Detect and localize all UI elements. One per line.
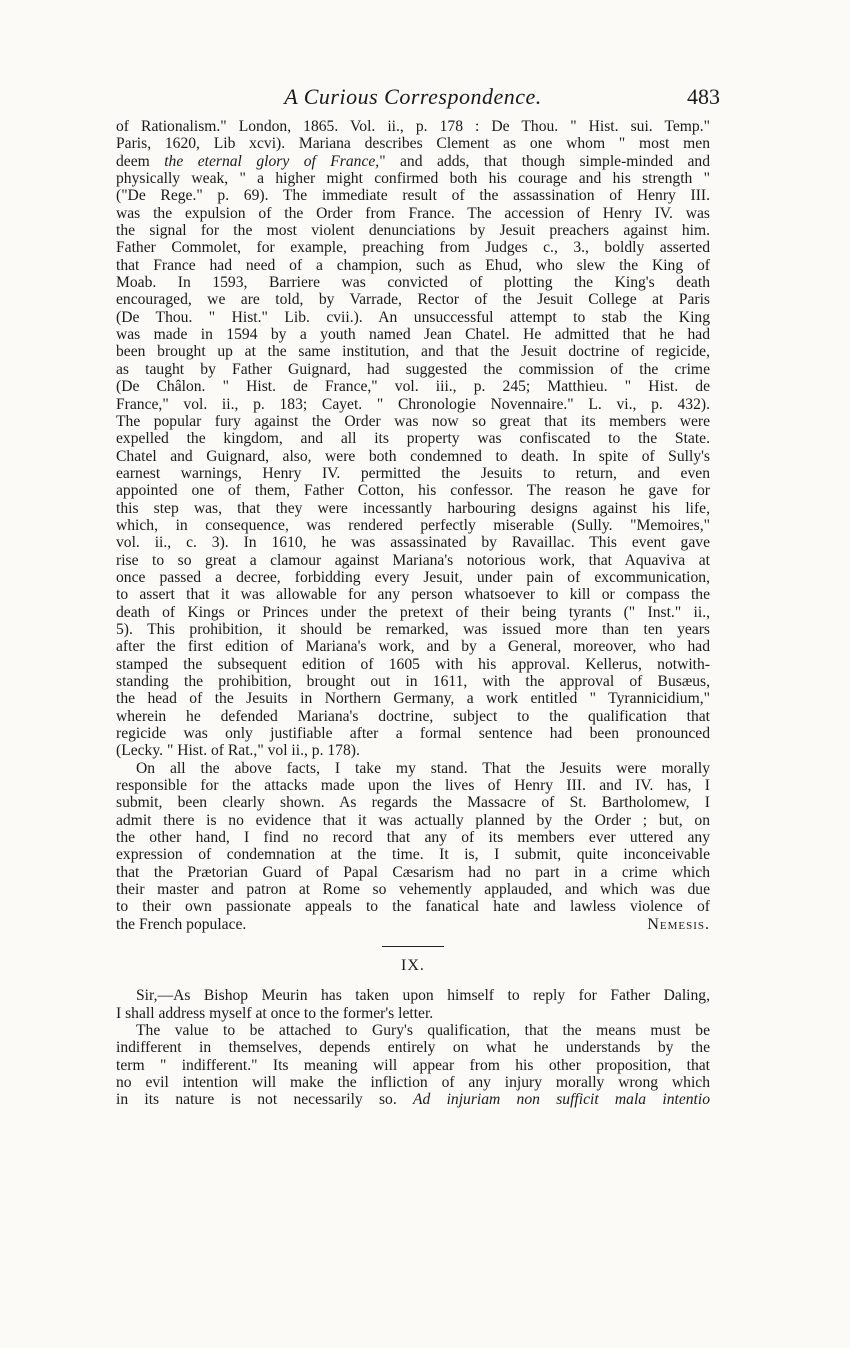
text-line: was the expulsion of the Order from France. The accession of Henry IV. was	[116, 204, 710, 222]
text-line: Chatel and Guignard, also, were both condemned to death. In spite of Sully's	[116, 447, 710, 465]
text-line: admit there is no evidence that it was actually planned by the Order ; but, on	[116, 811, 710, 829]
text-line: the French populace.	[116, 915, 247, 933]
text-line: after the first edition of Mariana's work, and by a General, moreover, who had	[116, 638, 710, 656]
text-line: On all the above facts, I take my stand. That the Jesuits were morally	[136, 759, 710, 777]
text-line: standing the prohibition, brought out in 1611, with the approval of Busæus,	[116, 673, 710, 690]
text-line: as taught by Father Guignard, had suggested the commission of the crime	[116, 360, 710, 378]
text-line: the head of the Jesuits in Northern Germany, a work entitled " Tyrannicidium,"	[116, 690, 710, 708]
text-line: to assert that it was allowable for any person whatsoever to kill or compass the	[116, 586, 710, 604]
signature: Nemesis.	[647, 916, 710, 934]
section-number: IX.	[401, 957, 425, 975]
text-line: deem the eternal glory of France," and adds, that though simple-minded and	[116, 152, 710, 170]
text-line: ("De Rege." p. 69). The immediate result of the assassination of Henry III.	[116, 187, 710, 205]
page	[116, 84, 720, 1109]
text-line: appointed one of them, Father Cotton, his confessor. The reason he gave for	[116, 482, 710, 500]
text-line: this step was, that they were incessantly harbouring designs against his life,	[116, 499, 710, 517]
text-line: which, in consequence, was rendered perfectly miserable (Sully. "Memoires,"	[116, 516, 710, 534]
text-line: no evil intention will make the infliction of any injury morally wrong which	[116, 1073, 710, 1091]
text-line: indifferent in themselves, depends entirely on what he understands by the	[116, 1039, 710, 1057]
text-line: France," vol. ii., p. 183; Cayet. " Chronologie Novennaire." L. vi., p. 432).	[116, 395, 710, 413]
text-line: in its nature is not necessarily so. Ad injuriam non sufficit mala intentio	[116, 1091, 710, 1109]
text-line: responsible for the attacks made upon the lives of Henry III. and IV. has, I	[116, 777, 710, 795]
text-line: (De Thou. " Hist." Lib. cvii.). An unsuccessful attempt to stab the King	[116, 308, 710, 326]
text-line: vol. ii., c. 3). In 1610, he was assassinated by Ravaillac. This event gave	[116, 534, 710, 552]
text-line: (De Châlon. " Hist. de France," vol. iii., p. 245; Matthieu. " Hist. de	[116, 378, 710, 396]
text-line: Moab. In 1593, Barriere was convicted of plotting the King's death	[116, 274, 710, 292]
text-line: 5). This prohibition, it should be remarked, was issued more than ten years	[116, 620, 710, 638]
text-line: that France had need of a champion, such as Ehud, who slew the King of	[116, 256, 710, 274]
page-number: 483	[687, 84, 720, 109]
text-line: Father Commolet, for example, preaching from Judges c., 3., boldly asserted	[116, 239, 710, 257]
paragraph-3	[116, 987, 710, 1022]
text-line: death of Kings or Princes under the pretext of their being tyrants (" Inst." ii.,	[116, 603, 710, 621]
text-line: stamped the subsequent edition of 1605 with his approval. Kellerus, notwith-	[116, 655, 710, 673]
text-line: to their own passionate appeals to the fanatical hate and lawless violence of	[116, 898, 710, 916]
text-line: Paris, 1620, Lib xcvi). Mariana describes Clement as one whom " most men	[116, 135, 710, 153]
paragraph-1	[116, 118, 710, 760]
text-line: once passed a decree, forbidding every Jesuit, under pain of excommunication,	[116, 568, 710, 586]
text-line: term " indifferent." Its meaning will appear from his other proposition, that	[116, 1056, 710, 1074]
text-line: expelled the kingdom, and all its property was confiscated to the State.	[116, 430, 710, 448]
text-line: wherein he defended Mariana's doctrine, subject to the qualification that	[116, 707, 710, 725]
text-line: physically weak, " a higher might confirmed both his courage and his strength "	[116, 170, 710, 188]
paragraph-2	[116, 760, 710, 933]
text-line: (Lecky. " Hist. of Rat.," vol ii., p. 178).	[116, 742, 360, 760]
text-line: was made in 1594 by a youth named Jean Chatel. He admitted that he had	[116, 326, 710, 344]
text-line: the other hand, I find no record that any of its members ever uttered any	[116, 829, 710, 847]
text-line: rise to so great a clamour against Mariana's notorious work, that Aquaviva at	[116, 551, 710, 569]
section-divider	[382, 946, 444, 947]
text-line: expression of condemnation at the time. It is, I submit, quite inconceivable	[116, 846, 710, 864]
text-line: earnest warnings, Henry IV. permitted the Jesuits to return, and even	[116, 464, 710, 482]
text-line: The value to be attached to Gury's qualification, that the means must be	[136, 1021, 710, 1039]
text-line: regicide was only justifiable after a formal sentence had been pronounced	[116, 725, 710, 743]
running-head	[116, 84, 720, 118]
text-line: The popular fury against the Order was now so great that its members were	[116, 412, 710, 430]
text-line: their master and patron at Rome so vehemently applauded, and which was due	[116, 881, 710, 899]
text-line: I shall address myself at once to the former's letter.	[116, 1004, 434, 1022]
text-line: been brought up at the same institution, and that the Jesuit doctrine of regicide,	[116, 343, 710, 361]
text-line: the signal for the most violent denunciations by Jesuit preachers against him.	[116, 222, 710, 240]
text-line: of Rationalism." London, 1865. Vol. ii., p. 178 : De Thou. " Hist. sui. Temp."	[116, 118, 710, 135]
running-title: A Curious Correspondence.	[284, 84, 542, 109]
paragraph-4	[116, 1022, 710, 1109]
text-line: encouraged, we are told, by Varrade, Rector of the Jesuit College at Paris	[116, 291, 710, 309]
text-line: Sir,—As Bishop Meurin has taken upon himself to reply for Father Daling,	[136, 987, 710, 1005]
text-line: submit, been clearly shown. As regards the Massacre of St. Bartholomew, I	[116, 794, 710, 812]
text-line: that the Prætorian Guard of Papal Cæsarism had no part in a crime which	[116, 863, 710, 881]
